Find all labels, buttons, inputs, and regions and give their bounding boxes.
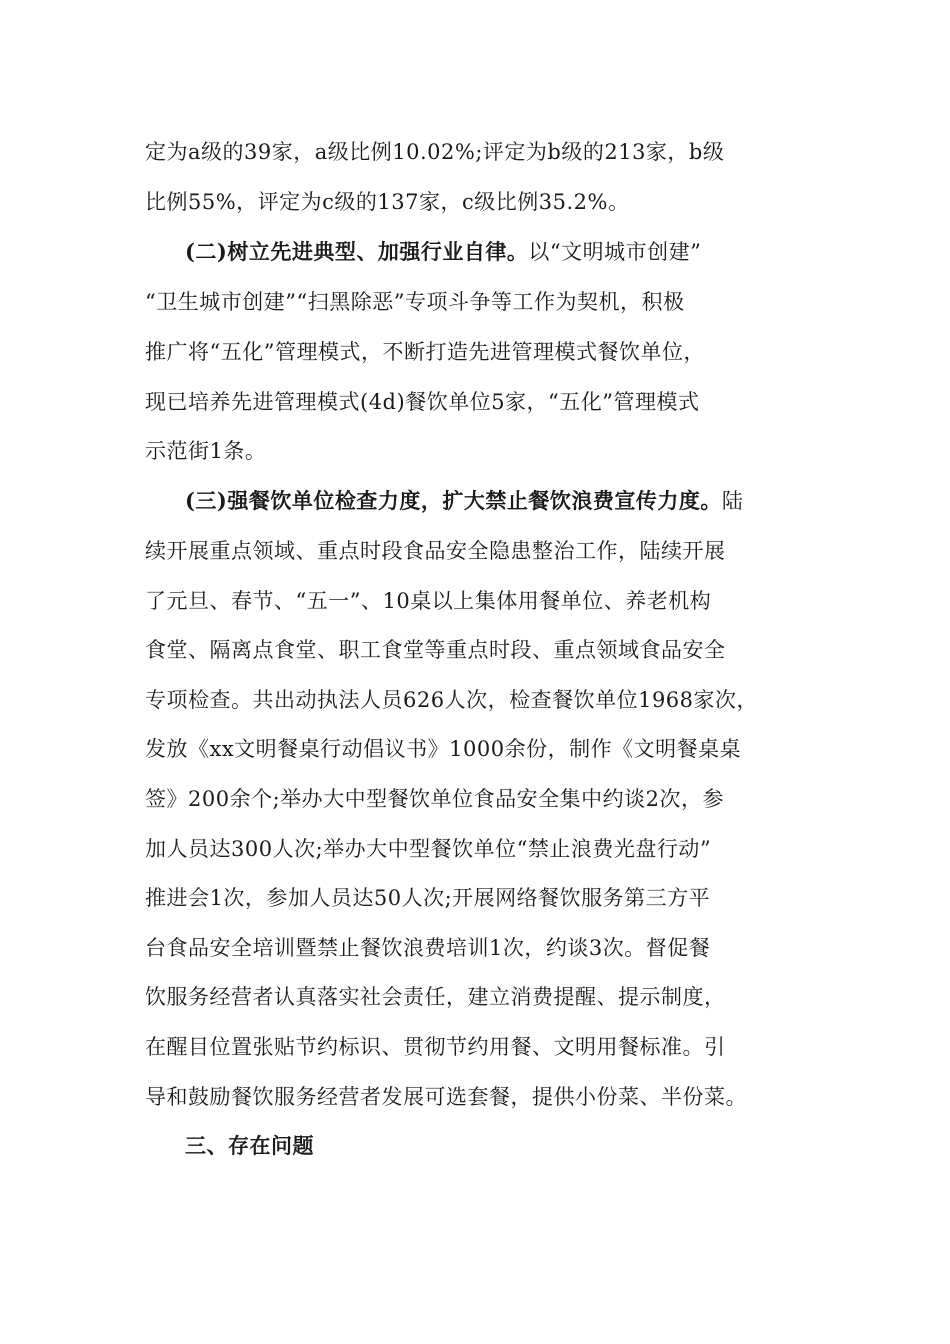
paragraph-line: 在醒目位置张贴节约标识、贯彻节约用餐、文明用餐标准。引 xyxy=(145,1035,726,1059)
paragraph-line: 食堂、隔离点食堂、职工食堂等重点时段、重点领域食品安全 xyxy=(145,638,726,662)
paragraph-line: 推进会1次，参加人员达50人次;开展网络餐饮服务第三方平 xyxy=(145,886,711,910)
paragraph-line: 续开展重点领域、重点时段食品安全隐患整治工作，陆续开展 xyxy=(145,539,726,563)
paragraph-line: 发放《xx文明餐桌行动倡议书》1000余份，制作《文明餐桌桌 xyxy=(145,737,742,761)
section-3-first-line xyxy=(185,487,865,515)
paragraph-line: 台食品安全培训暨禁止餐饮浪费培训1次，约谈3次。督促餐 xyxy=(145,936,711,960)
paragraph-line: 现已培养先进管理模式(4d)餐饮单位5家，“五化”管理模式 xyxy=(145,390,700,414)
paragraph-line: 专项检查。共出动执法人员626人次，检查餐饮单位1968家次， xyxy=(145,688,759,712)
paragraph-line: 加人员达300人次;举办大中型餐饮单位“禁止浪费光盘行动” xyxy=(145,837,712,861)
paragraph-line: 了元旦、春节、“五一”、10桌以上集体用餐单位、养老机构 xyxy=(145,589,712,613)
paragraph-line: 饮服务经营者认真落实社会责任，建立消费提醒、提示制度， xyxy=(145,985,726,1009)
paragraph-line: 签》200余个;举办大中型餐饮单位食品安全集中约谈2次，参 xyxy=(145,787,725,811)
section-2-first-line xyxy=(185,238,865,266)
section-2-text: 以“文明城市创建” xyxy=(528,240,702,264)
paragraph-line: 比例55%，评定为c级的137家，c级比例35.2%。 xyxy=(145,190,630,214)
paragraph-line: 推广将“五化”管理模式，不断打造先进管理模式餐饮单位， xyxy=(145,340,705,364)
section-3-title: (三)强餐饮单位检查力度，扩大禁止餐饮浪费宣传力度。 xyxy=(185,488,722,513)
section-heading: 三、存在问题 xyxy=(185,1133,314,1158)
paragraph-line: 定为a级的39家，a级比例10.02%;评定为b级的213家，b级 xyxy=(145,140,725,164)
paragraph-line: 导和鼓励餐饮服务经营者发展可选套餐，提供小份菜、半份菜。 xyxy=(145,1085,747,1109)
paragraph-line: “卫生城市创建”“扫黑除恶”专项斗争等工作为契机，积极 xyxy=(145,290,685,314)
section-3-text: 陆 xyxy=(721,489,744,513)
section-2-title: (二)树立先进典型、加强行业自律。 xyxy=(185,239,529,264)
paragraph-line: 示范街1条。 xyxy=(145,439,267,463)
